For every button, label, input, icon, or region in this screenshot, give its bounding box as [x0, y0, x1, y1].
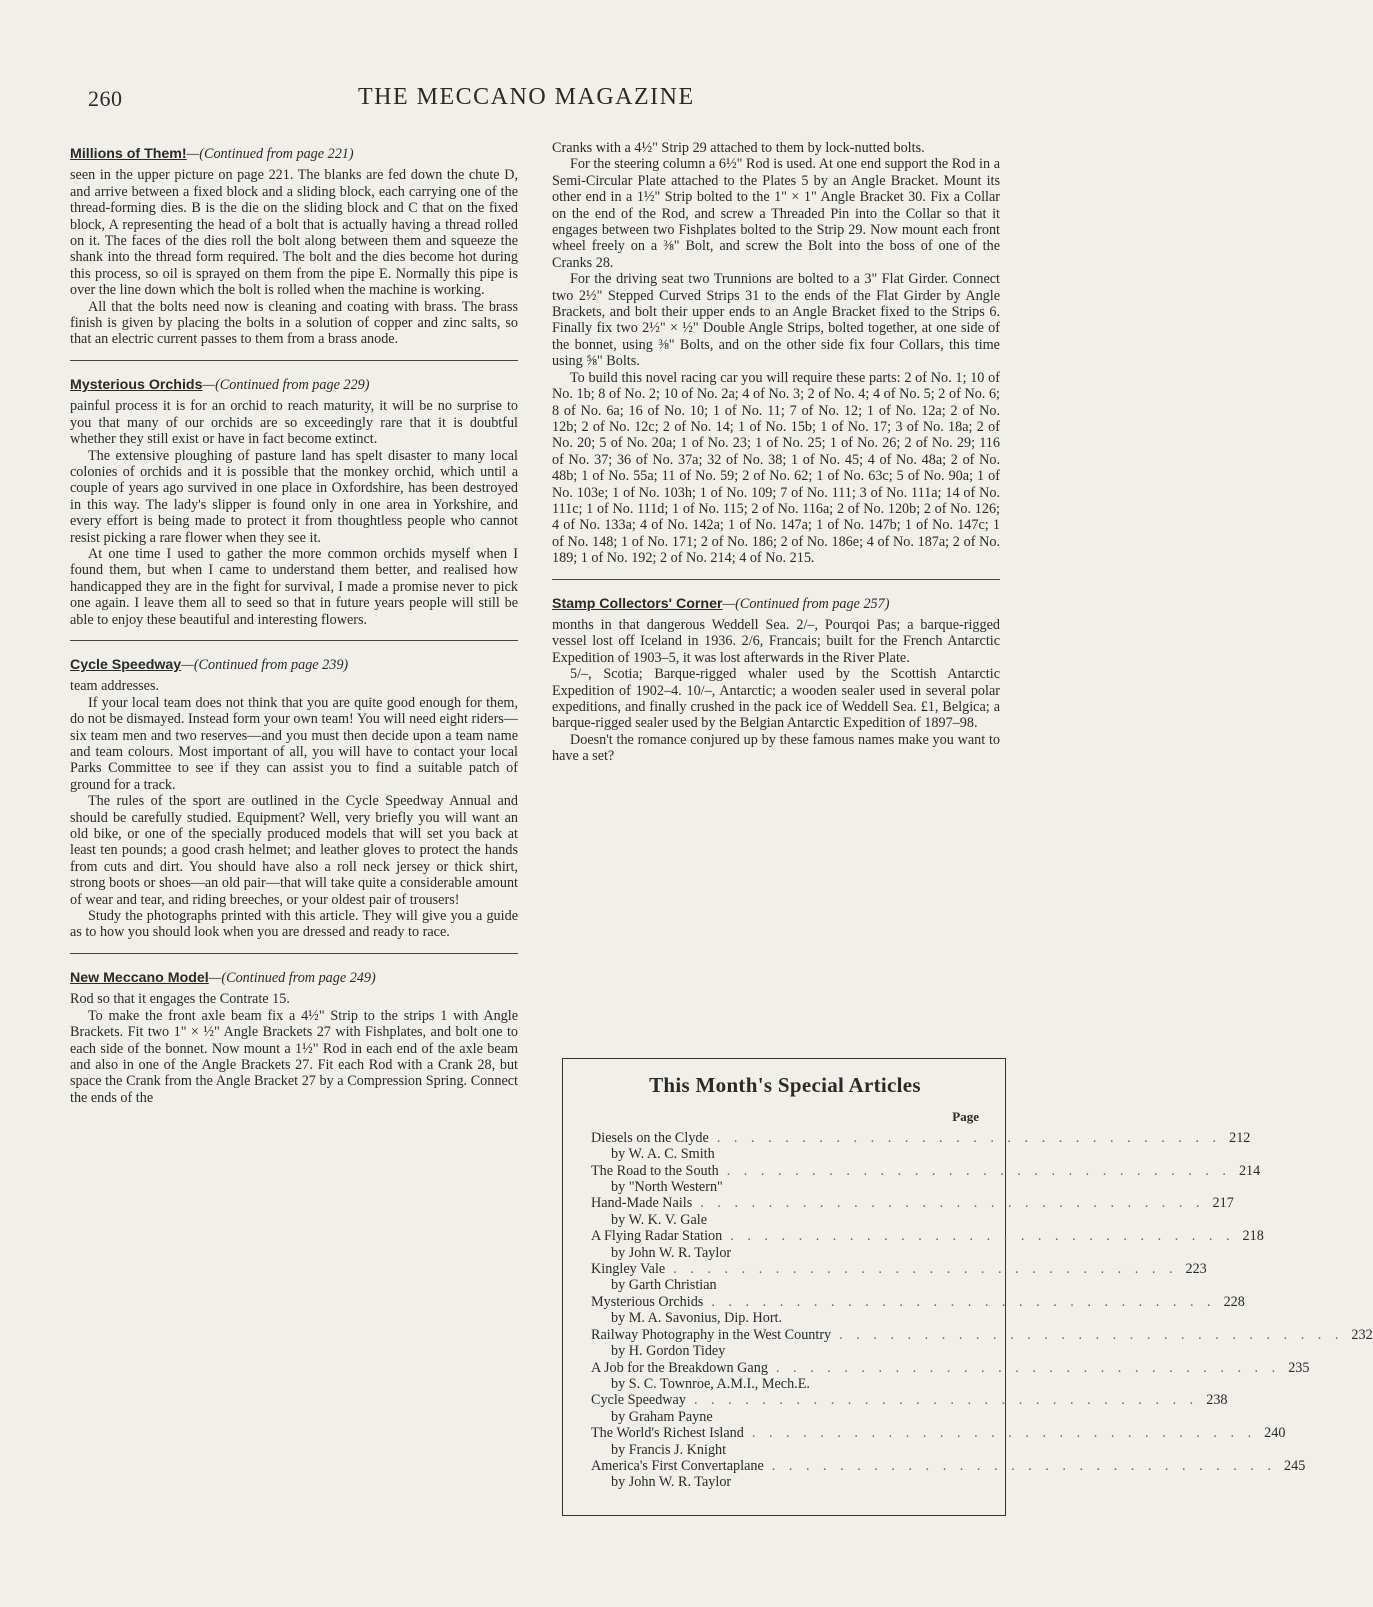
special-articles-title: This Month's Special Articles: [649, 1073, 921, 1097]
paragraph: For the driving seat two Trunnions are bolted to a 3" Flat Girder. Connect two 2½" Stepped Curved Strips 31 to the ends of the Flat Girder by Angle Brackets, and bolt their upper ends to an Angle Bracket fixed to the Strips 6. Finally fix two 2½" × ½" Double Angle Strips, bolted together, at one side of the bonnet, using ⅜" Bolts, and on the other side fix four Collars, this time using ⅝" Bolts.: [552, 271, 1000, 370]
section-divider: [70, 640, 518, 641]
article-title: Railway Photography in the West Country: [591, 1326, 832, 1343]
continued-note: —(Continued from page 229): [202, 376, 370, 393]
special-article-item: [591, 1392, 1228, 1425]
continued-note: —(Continued from page 221): [186, 146, 354, 162]
special-article-item: [591, 1162, 1261, 1196]
dot-leader: . . . . . . . . . . . . . . . . . . . . . . . . . . . . . .: [730, 1228, 1235, 1245]
article-author: by W. A. C. Smith: [611, 1146, 715, 1163]
dot-leader: . . . . . . . . . . . . . . . . . . . . . . . . . . . . . .: [771, 1457, 1277, 1474]
article-page-number: 245: [1284, 1457, 1306, 1474]
article-title: A Flying Radar Station: [591, 1228, 723, 1245]
article-author: by "North Western": [611, 1179, 723, 1196]
dot-leader: . . . . . . . . . . . . . . . . . . . . . . . . . . . . . .: [775, 1359, 1281, 1376]
section-heading: [70, 146, 518, 162]
special-article-item: [591, 1359, 1310, 1393]
article-section: [552, 140, 1000, 567]
article-title: Cycle Speedway: [591, 1392, 686, 1409]
masthead: THE MECCANO MAGAZINE: [358, 84, 695, 110]
article-title: A Job for the Breakdown Gang: [591, 1359, 768, 1376]
paragraph: seen in the upper picture on page 221. The blanks are fed down the chute D, and arrive between a fixed block and a sliding block, each carrying one of the thread-forming dies. B is the die on the sliding block and C that on the fixed block, A representing the head of a bolt that is actually having a thread rolled on it. The faces of the dies roll the bolt along between them and squeeze the shank into the thread form required. The bolt and the dies become hot during this process, so oil is sprayed on them from the pipe E. Normally this pipe is over the line down which the bolt is rolled when the machine is working.: [70, 167, 518, 299]
article-list: [591, 1129, 1373, 1491]
dot-leader: . . . . . . . . . . . . . . . . . . . . . . . . . . . . . .: [726, 1162, 1231, 1179]
continued-note: —(Continued from page 257): [722, 595, 890, 612]
section-divider: [70, 953, 518, 954]
paragraph: months in that dangerous Weddell Sea. 2/–, Pourqoi Pas; a barque-rigged vessel lost off Iceland in 1936. 2/6, Francais; built for the French Antarctic Expedition of 1903–5, it was lost afterwards in the River Plate.: [552, 616, 1000, 666]
article-page-number: 232: [1351, 1326, 1373, 1343]
article-author: by M. A. Savonius, Dip. Hort.: [611, 1310, 783, 1327]
article-section: [70, 146, 518, 348]
paragraph: painful process it is for an orchid to reach maturity, it will be no surprise to you that many of our orchids are so exceedingly rare that it is doubtful whether they still exist or have in fact become extinct.: [70, 398, 518, 448]
continued-note: —(Continued from page 239): [181, 656, 349, 673]
paragraph: The extensive ploughing of pasture land has spelt disaster to many local colonies of orchids and it is possible that the monkey orchid, which until a couple of years ago survived in one place in Oxfordshire, has been destroyed in this way. The lady's slipper is found only in one area in Yorkshire, and every effort is being made to protect it from thoughtless people who cannot resist picking a rare flower when they see it.: [70, 447, 518, 546]
article-page-number: 240: [1264, 1425, 1286, 1442]
right-column: [552, 140, 1000, 765]
dot-leader: . . . . . . . . . . . . . . . . . . . . . . . . . . . . . .: [673, 1261, 1178, 1278]
special-article-item: [591, 1326, 1373, 1360]
special-article-item: [591, 1129, 1251, 1163]
dot-leader: . . . . . . . . . . . . . . . . . . . . . . . . . . . . . .: [839, 1326, 1344, 1343]
page-number: 260: [88, 86, 123, 111]
paragraph: Doesn't the romance conjured up by these famous names make you want to have a set?: [552, 731, 1000, 765]
article-section: [70, 377, 518, 628]
section-title: Stamp Collectors' Corner: [552, 595, 723, 612]
section-divider: [552, 579, 1000, 580]
article-page-number: 218: [1242, 1228, 1264, 1245]
special-article-item: [591, 1425, 1286, 1458]
special-article-item: [591, 1457, 1306, 1491]
continued-note: —(Continued from page 249): [208, 969, 376, 986]
special-article-item: [591, 1293, 1245, 1327]
article-title: America's First Convertaplane: [591, 1457, 764, 1474]
article-title: The Road to the South: [591, 1162, 719, 1179]
dot-leader: . . . . . . . . . . . . . . . . . . . . . . . . . . . . . .: [716, 1129, 1222, 1146]
article-page-number: 223: [1185, 1261, 1207, 1278]
article-section: [70, 657, 518, 941]
paragraph: If your local team does not think that you are quite good enough for them, do not be dismayed. Instead form your own team! You will need eight riders—six team men and two reserves—and you must then decide upon a team name and team colours. Most important of all, you will have to contact your local Parks Committee to see if they can assist you to find a suitable patch of ground for a track.: [70, 694, 518, 793]
article-author: by W. K. V. Gale: [611, 1211, 708, 1228]
article-page-number: 235: [1288, 1359, 1310, 1376]
section-title: New Meccano Model: [70, 969, 209, 986]
article-page-number: 217: [1212, 1195, 1234, 1212]
special-article-item: [591, 1195, 1234, 1228]
section-heading: [70, 657, 518, 673]
article-section: [70, 970, 518, 1106]
section-heading: [552, 596, 1000, 612]
article-title: Diesels on the Clyde: [591, 1129, 709, 1146]
article-title: Hand-Made Nails: [591, 1195, 693, 1212]
paragraph: Rod so that it engages the Contrate 15.: [70, 991, 290, 1008]
paragraph: For the steering column a 6½" Rod is used. At one end support the Rod in a Semi-Circular Plate attached to the Plates 5 by an Angle Bracket. Mount its other end in a 1½" Strip bolted to the 1" × 1" Angle Bracket 30. Fix a Collar on the end of the Rod, and screw a Threaded Pin into the Collar so that it engages between two Fishplates bolted to the Strip 29. Now mount each front wheel freely on a ⅜" Bolt, and screw the Bolt into the boss of one of the Cranks 28.: [552, 156, 1000, 271]
paragraph: Study the photographs printed with this article. They will give you a guide as to how you should look when you are dressed and ready to race.: [70, 908, 518, 941]
article-page-number: 214: [1238, 1162, 1261, 1179]
article-page-number: 238: [1206, 1392, 1228, 1409]
special-article-item: [591, 1261, 1207, 1294]
paragraph: All that the bolts need now is cleaning and coating with brass. The brass finish is given by placing the bolts in a solution of copper and zinc salts, so that an electric current passes to them from a brass anode.: [70, 298, 518, 348]
paragraph: To make the front axle beam fix a 4½" Strip to the strips 1 with Angle Brackets. Fit two 1" × ½" Angle Brackets 27 with Fishplates, and bolt one to each side of the bonnet. Now mount a 1½" Rod in each end of the axle beam and also in one of the Angle Brackets 27. Fit each Rod with a Crank 28, but space the Crank from the Angle Bracket 27 by a Compression Spring. Connect the ends of the: [70, 1007, 518, 1106]
article-author: by Graham Payne: [611, 1408, 713, 1425]
article-author: by John W. R. Taylor: [611, 1244, 732, 1261]
article-title: The World's Richest Island: [591, 1425, 744, 1442]
dot-leader: . . . . . . . . . . . . . . . . . . . . . . . . . . . . . .: [700, 1195, 1205, 1212]
paragraph: 5/–, Scotia; Barque-rigged whaler used by the Scottish Antarctic Expedition of 1902–4. 10/–, Antarctic; a wooden sealer used in several polar expeditions, and finally crushed in the pack ice of Weddell Sea. £1, Belgica; a barque-rigged sealer used by the Belgian Antarctic Expedition of 1897–98.: [552, 666, 1000, 732]
article-author: by Francis J. Knight: [611, 1441, 727, 1458]
special-articles-box: [562, 1058, 1373, 1516]
section-divider: [70, 360, 518, 361]
article-author: by John W. R. Taylor: [611, 1474, 732, 1491]
paragraph: The rules of the sport are outlined in the Cycle Speedway Annual and should be carefully studied. Equipment? Well, very briefly you will want an old bike, or one of the specially produced models that will set you back at least ten pounds; a good crash helmet; and leather gloves to protect the hands from cuts and dirt. You should have also a roll neck jersey or thick shirt, strong boots or shoes—an old pair—that will take quite a considerable amount of wear and tear, and riding breeches, or your oldest pair of trousers!: [70, 793, 518, 908]
article-title: Mysterious Orchids: [591, 1293, 704, 1310]
section-title: Cycle Speedway: [70, 656, 182, 673]
page-column-label: Page: [952, 1109, 979, 1125]
article-author: by S. C. Townroe, A.M.I., Mech.E.: [611, 1375, 810, 1392]
article-page-number: 228: [1223, 1293, 1245, 1310]
article-author: by H. Gordon Tidey: [611, 1343, 726, 1360]
section-title: Millions of Them!: [70, 146, 187, 162]
left-column: [70, 140, 518, 1106]
paragraph: To build this novel racing car you will require these parts: 2 of No. 1; 10 of No. 1b; 8 of No. 2; 10 of No. 2a; 4 of No. 3; 2 of No. 4; 4 of No. 5; 2 of No. 6; 8 of No. 6a; 16 of No. 10; 1 of No. 11; 7 of No. 12; 1 of No. 12a; 2 of No. 12b; 2 of No. 12c; 2 of No. 14; 1 of No. 15b; 1 of No. 17; 3 of No. 18a; 2 of No. 20; 5 of No. 20a; 1 of No. 23; 1 of No. 25; 1 of No. 26; 2 of No. 29; 116 of No. 37; 36 of No. 37a; 32 of No. 38; 1 of No. 45; 4 of No. 48a; 2 of No. 48b; 1 of No. 55a; 11 of No. 59; 2 of No. 62; 1 of No. 63c; 5 of No. 90a; 1 of No. 103e; 1 of No. 103h; 1 of No. 109; 7 of No. 111; 3 of No. 111a; 14 of No. 111c; 1 of No. 111d; 1 of No. 115; 2 of No. 116a; 2 of No. 120b; 2 of No. 126; 4 of No. 133a; 4 of No. 142a; 1 of No. 147a; 1 of No. 147b; 1 of No. 147c; 1 of No. 148; 1 of No. 171; 2 of No. 186; 2 of No. 186e; 4 of No. 187a; 2 of No. 189; 1 of No. 192; 2 of No. 214; 4 of No. 215.: [552, 369, 1000, 567]
dot-leader: . . . . . . . . . . . . . . . . . . . . . . . . . . . . . .: [693, 1392, 1199, 1409]
article-title: Kingley Vale: [591, 1261, 666, 1278]
paragraph: At one time I used to gather the more common orchids myself when I found them, but when I came to understand them better, and realised how handicapped they are in the fight for survival, I made a promise never to pick one again. I leave them all to seed so that in future years people will still be able to enjoy these beautiful and interesting flowers.: [70, 545, 518, 628]
article-author: by Garth Christian: [611, 1277, 717, 1294]
paragraph: Cranks with a 4½" Strip 29 attached to them by lock-nutted bolts.: [552, 140, 925, 156]
paragraph: team addresses.: [70, 678, 160, 695]
article-section: [552, 596, 1000, 765]
section-heading: [70, 970, 518, 986]
special-article-item: [591, 1228, 1264, 1261]
section-title: Mysterious Orchids: [70, 376, 203, 393]
dot-leader: . . . . . . . . . . . . . . . . . . . . . . . . . . . . . .: [751, 1425, 1257, 1442]
section-heading: [70, 377, 518, 393]
dot-leader: . . . . . . . . . . . . . . . . . . . . . . . . . . . . . .: [711, 1293, 1216, 1310]
article-page-number: 212: [1229, 1129, 1251, 1146]
